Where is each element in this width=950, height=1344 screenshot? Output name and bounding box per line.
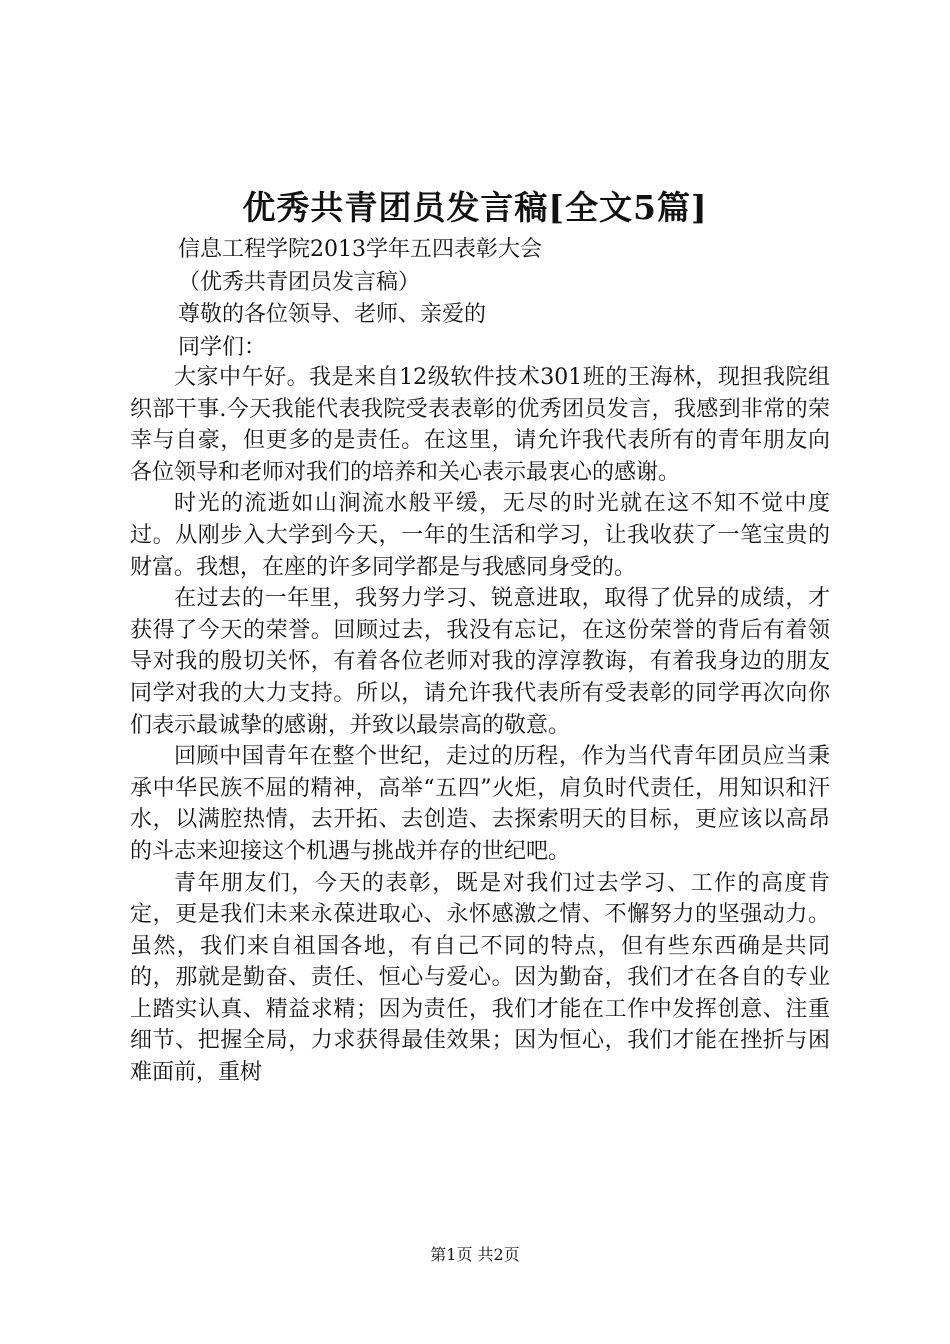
intro-line-salutation-cont: 同学们：: [178, 334, 267, 360]
intro-line-subtitle: （优秀共青团员发言稿）: [178, 269, 421, 295]
document-body: [130, 362, 830, 1089]
body-paragraph: 青年朋友们，今天的表彰，既是对我们过去学习、工作的高度肯定，更是我们未来永葆进取心、永怀感激之情、不懈努力的坚强动力。虽然，我们来自祖国各地，有自己不同的特点，但有些东西确是共同的，那就是勤奋、责任、恒心与爱心。因为勤奋，我们才在各自的专业上踏实认真、精益求精；因为责任，我们才能在工作中发挥创意、注重细节、把握全局，力求获得最佳效果；因为恒心，我们才能在挫折与困难面前，重树: [130, 870, 830, 1086]
intro-line-salutation: 尊敬的各位领导、老师、亲爱的: [178, 302, 487, 327]
body-paragraph: 在过去的一年里，我努力学习、锐意进取，取得了优异的成绩，才获得了今天的荣誉。回顾过去，我没有忘记，在这份荣誉的背后有着领导对我的殷切关怀，有着各位老师对我的淳淳教诲，有着我身边的朋友同学对我的大力支持。所以，请允许我代表所有受表彰的同学再次向你们表示最诚挚的感谢，并致以最崇高的敬意。: [130, 586, 830, 738]
intro-block: [178, 234, 858, 364]
intro-line-event: 信息工程学院2013学年五四表彰大会: [178, 237, 542, 262]
body-paragraph: 回顾中国青年在整个世纪，走过的历程，作为当代青年团员应当秉承中华民族不屈的精神，高举“五四”火炬，肩负时代责任，用知识和汗水，以满腔热情，去开拓、去创造、去探索明天的目标，更应该以高昂的斗志来迎接这个机遇与挑战并存的世纪吧。: [130, 744, 830, 864]
body-paragraph: 时光的流逝如山涧流水般平缓，无尽的时光就在这不知不觉中度过。从刚步入大学到今天，一年的生活和学习，让我收获了一笔宝贵的财富。我想，在座的许多同学都是与我感同身受的。: [130, 491, 830, 580]
body-paragraph: 大家中午好。我是来自12级软件技术301班的王海林，现担我院组织部干事.今天我能代表我院受表表彰的优秀团员发言，我感到非常的荣幸与自豪，但更多的是责任。在这里，请允许我代表所有的青年朋友向各位领导和老师对我们的培养和关心表示最衷心的感谢。: [130, 365, 830, 485]
document-title: 优秀共青团员发言稿[全文5篇]: [242, 188, 708, 227]
page-footer: 第1页 共2页: [430, 1245, 520, 1264]
